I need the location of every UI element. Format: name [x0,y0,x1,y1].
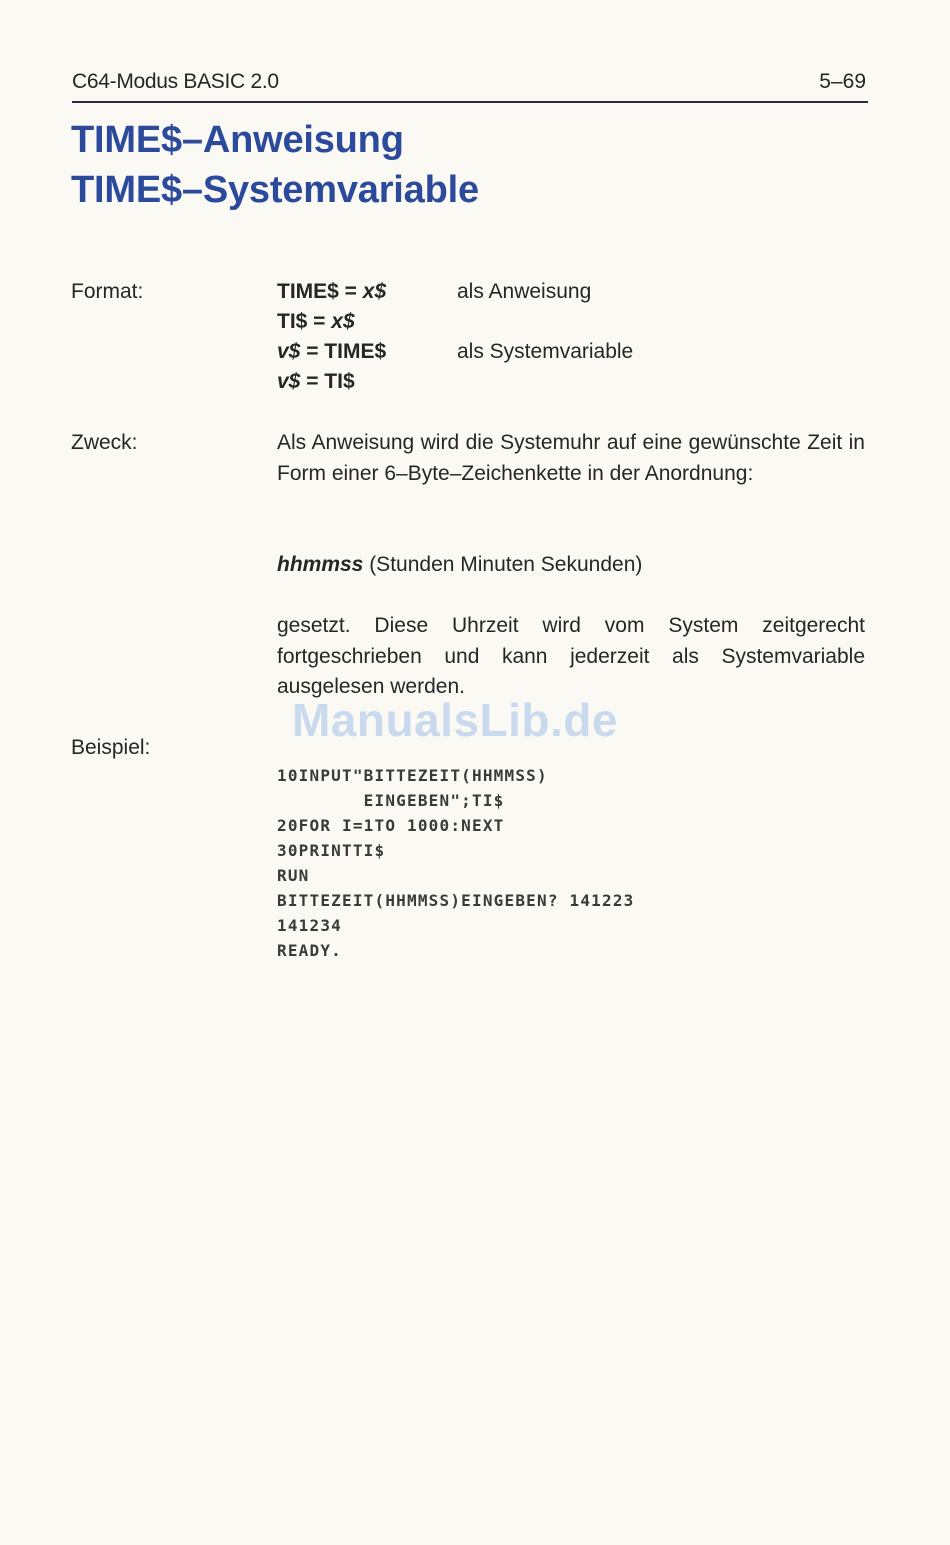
format-row-3-desc: als Systemvariable [457,340,634,363]
format-label: Format: [71,280,144,303]
code-line: EINGEBEN";TI$ [277,791,505,810]
zweck-paragraph-3-text: gesetzt. Diese Uhrzeit wird vom System zeitgerecht fortgeschrieben und kann jederzeit als Systemvariable ausgelesen werden. [277,614,865,698]
beispiel-label: Beispiel: [71,736,151,759]
format-row-3-op: = [300,340,325,363]
page-number: 5–69 [819,70,866,93]
format-row-3 [277,340,386,364]
format-row-1-lhs: TIME$ [277,280,339,303]
code-line: RUN [277,866,310,885]
zweck-paragraph-1 [277,428,865,489]
format-row-4 [277,370,355,394]
code-example [277,738,634,963]
format-row-3-lhs: v$ [277,340,301,363]
code-line: 20FOR I=1TO 1000:NEXT [277,816,505,835]
format-row-2-lhs: TI$ [277,310,308,333]
zweck-paragraph-2 [277,550,865,581]
zweck-paragraph-1-text: Als Anweisung wird die Systemuhr auf eine gewünschte Zeit in Form einer 6–Byte–Zeichenkette in der Anordnung: [277,431,865,485]
zweck-paragraph-3 [277,611,865,703]
running-header: C64-Modus BASIC 2.0 [72,70,279,93]
code-line: READY. [277,941,342,960]
format-row-1 [277,280,386,304]
code-line: BITTEZEIT(HHMMSS)EINGEBEN? 141223 [277,891,635,910]
code-line: 141234 [277,916,342,935]
format-row-2 [277,310,355,334]
format-row-4-op: = [300,370,325,393]
watermark: ManualsLib.de [292,694,618,746]
format-row-1-rhs: x$ [362,280,387,303]
zweck-label: Zweck: [71,431,138,454]
section-title-line-1: TIME$–Anweisung [71,119,404,161]
format-row-1-op: = [338,280,363,303]
code-line: 10INPUT"BITTEZEIT(HHMMSS) [277,766,548,785]
hhmmss-explanation: (Stunden Minuten Sekunden) [363,553,643,576]
format-row-3-rhs: TIME$ [324,340,387,363]
format-row-1-desc: als Anweisung [457,280,592,303]
header-rule [72,101,868,103]
format-row-4-lhs: v$ [277,370,301,393]
section-title-line-2: TIME$–Systemvariable [71,169,479,211]
format-row-4-rhs: TI$ [324,370,355,393]
code-line: 30PRINTTI$ [277,841,386,860]
format-row-2-op: = [307,310,332,333]
format-row-2-rhs: x$ [331,310,355,333]
hhmmss-term: hhmmss [277,553,364,576]
